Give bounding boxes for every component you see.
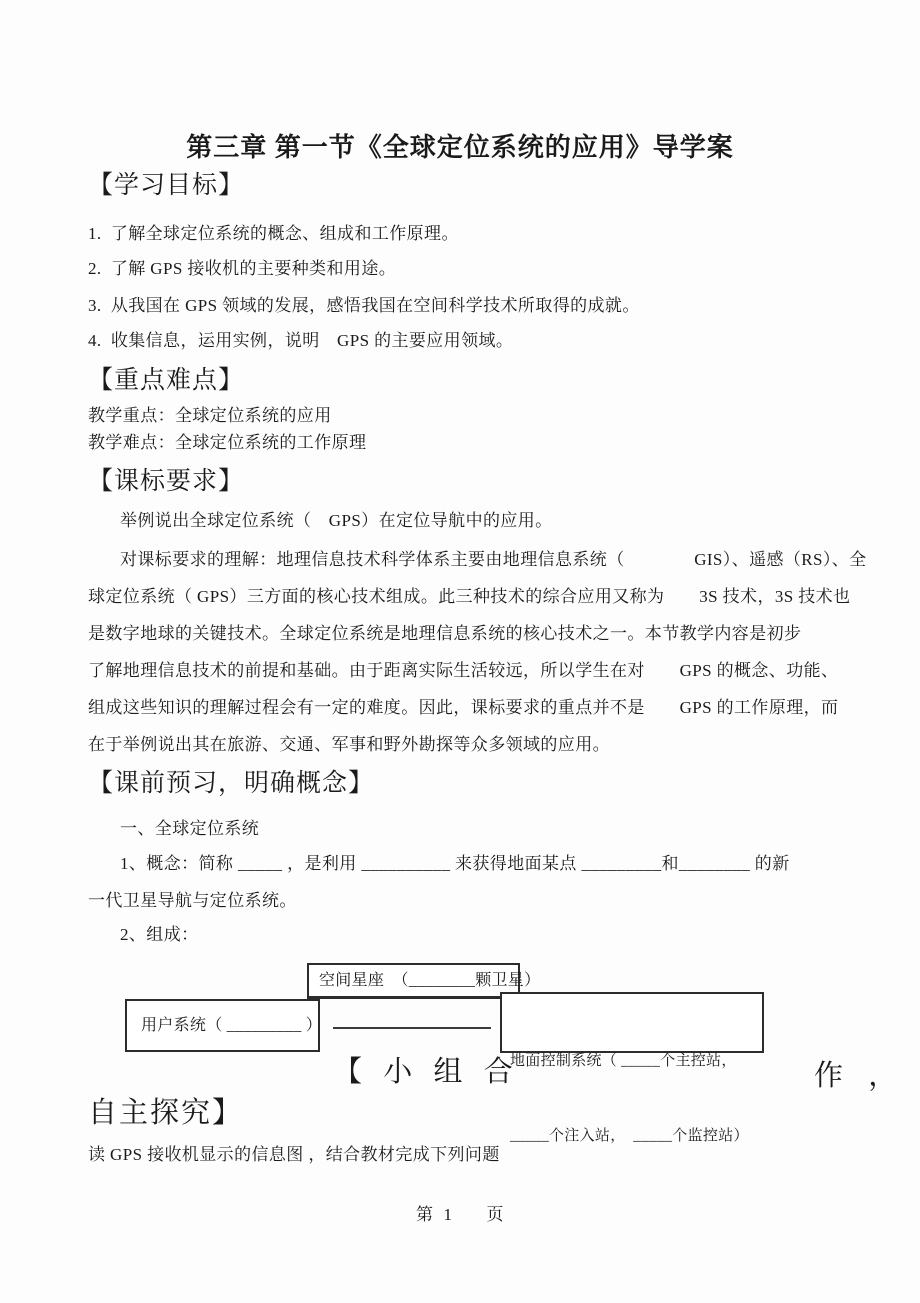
- diagram-box-ground-control: [500, 992, 764, 1144]
- page-number: 1: [443, 1205, 453, 1224]
- diagram-box-space-constellation: 空间星座 （________颗卫星）: [307, 963, 520, 999]
- learning-goal-item: 4. 收集信息，运用实例，说明 GPS 的主要应用领域。: [88, 331, 514, 350]
- composition-label: 2、组成：: [120, 925, 199, 944]
- diagram-box-user-system: 用户系统（ _________ ）: [125, 999, 320, 1052]
- standard-paragraph-2-line: 对课标要求的理解：地理信息技术科学体系主要由地理信息系统（ GIS）、遥感（RS）、全: [120, 550, 867, 569]
- group-work-intro-line: 读 GPS 接收机显示的信息图 ，结合教材完成下列问题: [88, 1145, 500, 1164]
- standard-paragraph-2-line: 组成这些知识的理解过程会有一定的难度。因此，课标要求的重点并不是 GPS 的工作原理，而: [88, 698, 839, 717]
- concept-fill-blank-line-1: 1、概念：简称 _____ ，是利用 __________ 来获得地面某点 _________和________ 的新: [120, 854, 790, 873]
- teaching-difficulty-line: 教学难点：全球定位系统的工作原理: [88, 433, 367, 452]
- section-heading-key-points: 【重点难点】: [88, 367, 245, 394]
- learning-goal-item: 3. 从我国在 GPS 领域的发展，感悟我国在空间科学技术所取得的成就。: [88, 296, 640, 315]
- ground-control-line-1: 地面控制系统（ _____个主控站，: [510, 1053, 737, 1069]
- section-heading-learning-goals: 【学习目标】: [88, 172, 245, 199]
- footer-prefix: 第: [416, 1205, 434, 1224]
- standard-paragraph-2-line: 在于举例说出其在旅游、交通、军事和野外勘探等众多领域的应用。: [88, 735, 610, 754]
- learning-goal-item: 2. 了解 GPS 接收机的主要种类和用途。: [88, 259, 397, 278]
- standard-paragraph-1: 举例说出全球定位系统（ GPS）在定位导航中的应用。: [120, 511, 553, 530]
- standard-paragraph-2-line: 是数字地球的关键技术。全球定位系统是地理信息系统的核心技术之一。本节教学内容是初步: [88, 624, 802, 643]
- document-title: 第三章 第一节《全球定位系统的应用》导学案: [186, 133, 734, 162]
- page-footer: [0, 1200, 920, 1225]
- group-work-heading-line-2: 自主探究】: [88, 1097, 244, 1129]
- concept-fill-blank-line-2: 一代卫星导航与定位系统。: [88, 891, 297, 910]
- group-work-heading-left: 【 小 组 合: [333, 1056, 520, 1088]
- section-heading-preview: 【课前预习，明确概念】: [88, 770, 375, 797]
- standard-paragraph-2-line: 球定位系统（ GPS）三方面的核心技术组成。此三种技术的综合应用又称为 3S 技术，3S 技术也: [88, 587, 851, 606]
- learning-goal-item: 1. 了解全球定位系统的概念、组成和工作原理。: [88, 224, 459, 243]
- footer-suffix: 页: [486, 1205, 504, 1224]
- teaching-key-point-line: 教学重点：全球定位系统的应用: [88, 406, 332, 425]
- preview-subheading-gps: 一、全球定位系统: [120, 819, 260, 838]
- ground-control-line-2: _____个注入站， _____个监控站）: [510, 1128, 749, 1144]
- standard-paragraph-2-line: 了解地理信息技术的前提和基础。由于距离实际生活较远，所以学生在对 GPS 的概念、功能、: [88, 661, 839, 680]
- diagram-blank-underline: [333, 1027, 491, 1029]
- group-work-heading-right: 作 ，: [814, 1060, 907, 1092]
- section-heading-curriculum-standard: 【课标要求】: [88, 468, 245, 495]
